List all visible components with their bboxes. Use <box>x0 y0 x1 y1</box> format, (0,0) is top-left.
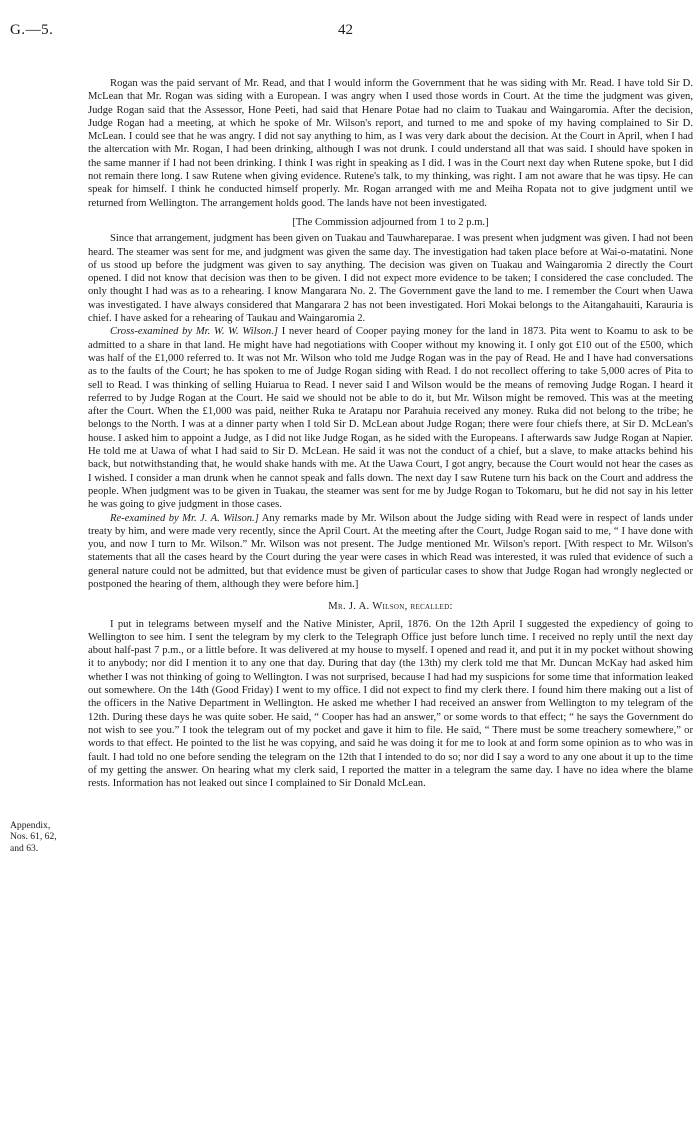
adjournment-note: [The Commission adjourned from 1 to 2 p.m.] <box>292 216 489 228</box>
margin-note-line: Nos. 61, 62, <box>10 831 57 843</box>
margin-note-line: and 63. <box>10 842 39 854</box>
cross-examination-label: Cross-examined by Mr. W. W. Wilson.] <box>110 326 278 338</box>
paragraph <box>88 512 693 592</box>
paragraph <box>88 325 693 511</box>
document-reference: G.—5. <box>10 22 54 38</box>
witness-heading: Mr. J. A. Wilson, recalled: <box>328 601 453 613</box>
paragraph: Rogan was the paid servant of Mr. Read, and that I would inform the Government that he was siding with Mr. Read. I have told Sir D. McLean that Mr. Rogan was siding with a European. I was angry when I used those words in Court. At the time the judgment was given, Judge Rogan said that the Assessor, Hone Peeti, had said that Henare Potae had no claim to Tuakau and Waingaromia. After the decision, Judge Rogan had a meeting, at which he spoke of Mr. Wilson's report, and turned to me and spoke of my having complained to Sir D. McLean. I could see that he was angry. I did not say anything to him, as I was very dark about the decision. At the Court in April, when I had the altercation with Mr. Rogan, I had been drinking, although I was not drunk. I could understand all that was said. I should have spoken in the same manner if I had not been drinking. I think I was right in speaking as I did. I was in the Court next day when Rutene spoke, but I did not remain there long. I saw Rutene when giving evidence. Rutene's talk, to my thinking, was right. I am not aware that he was tipsy. He can speak for himself. I think he conducted himself properly. Mr. Rogan arranged with me and Meiha Ropata not to give judgment until we returned from Wellington. The arrangement holds good. The lands have not been investigated. <box>88 78 693 209</box>
margin-note <box>10 820 82 854</box>
re-examination-label: Re-examined by Mr. J. A. Wilson.] <box>110 512 259 524</box>
paragraph-text: Any remarks made by Mr. Wilson about the Judge siding with Read were in respect of lands under treaty by him, and were made very recently, since the April Court. At the meeting after the Court, Judge Rogan said to me, “ I have done with you, and now I turn to Mr. Wilson.” Mr. Wilson was not present. The Judge mentioned Mr. Wilson's report. [With respect to Mr. Wilson's statements that all the cases heard by the Court during the year were cases in which Read was interested, it was ruled that evidence of such a general nature could not be admitted, but that evidence must be given of particular cases to show that Judge Rogan had wrongly neglected or postponed the hearing of them, although they were before him.] <box>88 512 693 590</box>
paragraph: I put in telegrams between myself and the Native Minister, April, 1876. On the 12th April I suggested the expediency of going to Wellington to see him. I sent the telegram by my clerk to the Telegraph Office just before lunch time. I received no reply until the next day about half-past 7 p.m., or a little before. It was delivered at my house to myself. I opened and read it, and put it in my pocket without showing it to anybody; nor did I mention it to any one that day. During that day (the 13th) my clerk told me that Mr. Duncan McKay had asked him whether I was not thinking of going to Wellington. I was not surprised, because I had had my suspicions for some time that information leaked out somewhere. On the 14th (Good Friday) I went to my office. I did not expect to find my clerk there. I found him there making out a list of the officers in the Native Department in Wellington. He asked me whether I had received an answer from Wellington to my telegram of the 12th. During these days he was quite sober. He said, “ Cooper has had an answer,” or some words to that effect; “ he says the Government do not wish to see you.” I took the telegram out of my pocket and gave it him to file. He said, “ There must be some treachery somewhere,” or words to that effect. He pointed to the list he was copying, and said he was doing it for me to look at and form some opinion as to who was in fault. I had told no one before sending the telegram on the 12th that I intended to do so; nor did I say a word to any one about it up to the time of my getting the answer. On hearing what my clerk said, I reported the matter in a telegram the same day. I have no idea where the blame rests. Information has not leaked out since I complained to Sir Donald McLean. <box>88 618 693 790</box>
paragraph: Since that arrangement, judgment has been given on Tuakau and Tauwhareparae. I was present when judgment was given. I had not been heard. The steamer was sent for me, and judgment was given the same day. The investigation had taken place before at Wai-o-matatini. None of us stood up before the judgment was given to say anything. The decision was given on Tuakau and Waingaromia 2 directly the Court opened. I did not know that decision was then to be given. I did not expect more evidence to be taken; I considered the case concluded. The only thought I had was as to a rehearing. I know Mangarara No. 2. The Government gave the land to me. I remember the Court when Uawa was investigated. I have always considered that Mangarara 2 has not been investigated. Hori Mokai belongs to the Aitangahauiti, Karauria is chief. I have asked for a rehearing of Taukau and Waingaromia 2. <box>88 233 693 325</box>
document-body <box>88 77 693 790</box>
margin-note-line: Appendix, <box>10 820 51 831</box>
paragraph-text: I never heard of Cooper paying money for the land in 1873. Pita went to Koamu to ask to be admitted to a share in that land. He might have had negotiations with Cooper without my knowing it. I only got £10 out of the £500, which was half of the £1,000 referred to. It was not Mr. Wilson who told me Judge Rogan was in the pay of Read. He and I have had conversations as to the faults of the Court; he has spoken to me of Judge Rogan siding with Read. I do not recollect offering to take 5,000 acres of Pita to sell to Read. I was thinking of selling Huiarua to Read. I never said I and Wilson would be the means of removing Judge Rogan. I heard it referred to by Judge Rogan at the Court. He said we should not be able to do it, but Mr. Wilson might be removed. This was at the meeting after the Court. When the £1,000 was paid, neither Ruka te Aratapu nor Parahuia received any money. Ruka did not belong to the tribe; he belongs to the North. I was at a dinner party when I told Sir D. McLean about Judge Rogan; there were four chiefs there, at Sir D. McLean's house. I asked him to appoint a Judge, as I did not like Judge Rogan, as he sided with the Europeans. I afterwards saw Judge Rogan at Napier. He told me at Uawa of what I had said to Sir D. McLean. He said it was not the conduct of a chief, but a slave, to make attacks behind his back, but notwithstanding that, he would shake hands with me. At the Uawa Court, I got angry, because the Court would not hear the cases as I wished. I consider a man drunk when he cannot speak and falls down. The next day I saw Rutene turn his back on the Court and address the people. When judgment was to be given in Tuakau, the steamer was sent for me by Judge Rogan to Tokomaru, but he did not say in his letter he was going to give judgment in those cases. <box>88 326 693 511</box>
page-number: 42 <box>338 22 353 38</box>
